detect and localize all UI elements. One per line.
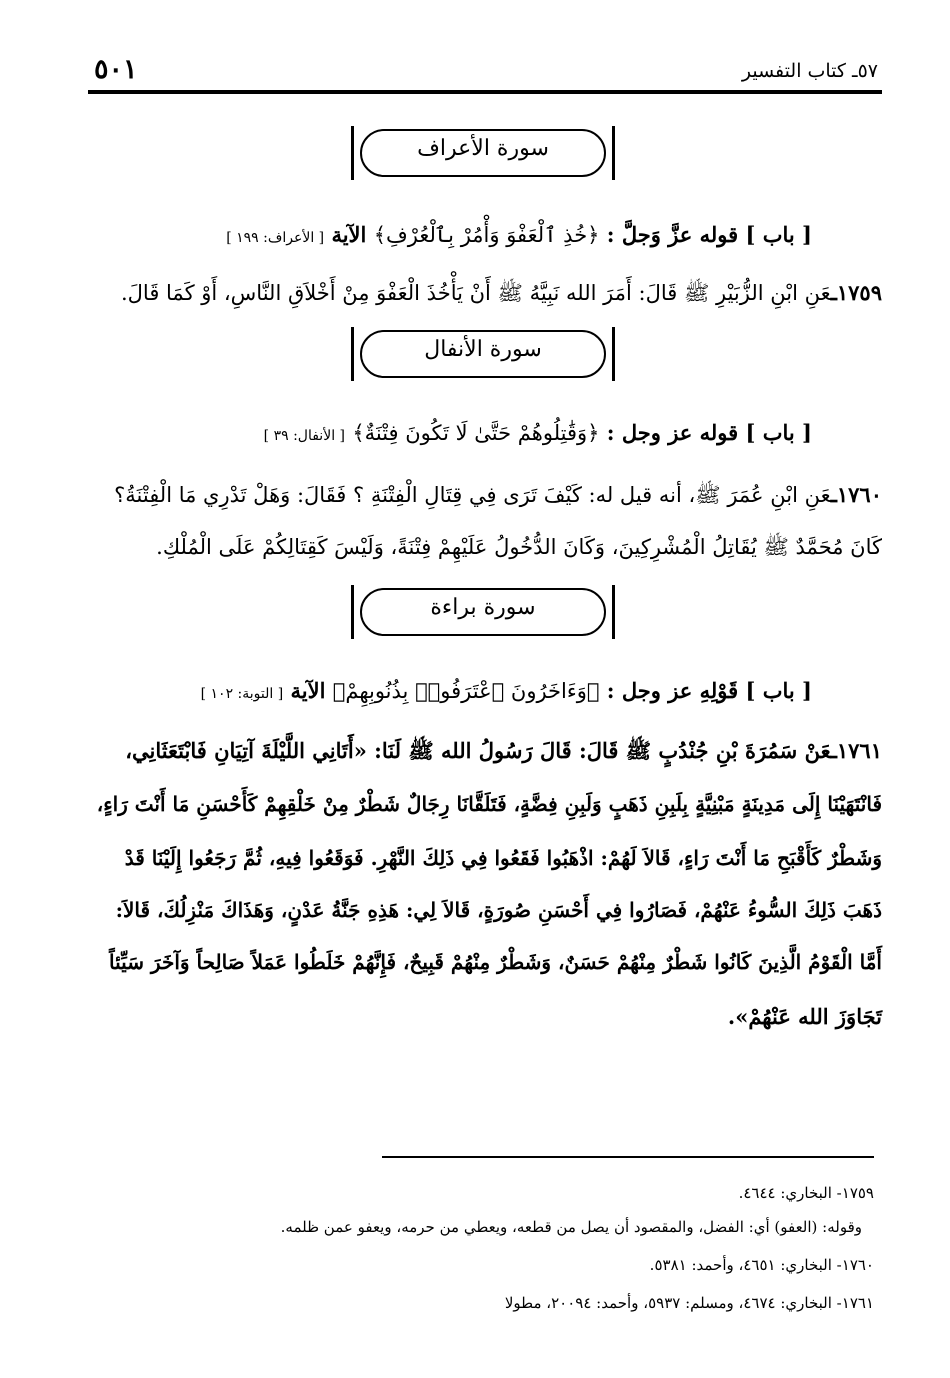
footnote-1760: ١٧٦٠- البخاري: ٤٦٥١، وأحمد: ٥٣٨١. <box>649 1256 874 1274</box>
bab-title: [ باب ] قَوْلِهِ عز وجل : <box>606 678 812 703</box>
hadith-1761-line-6: تَجَاوَزَ الله عَنْهُمْ». <box>727 1004 882 1029</box>
footnote-1759: ١٧٥٩- البخاري: ٤٦٤٤. <box>738 1184 874 1202</box>
hadith-number: ١٧٦١ـ <box>830 738 882 763</box>
hadith-number: ١٧٦٠ـ <box>830 482 882 507</box>
bab-title: [ باب ] قوله عز وجل : <box>606 420 812 445</box>
verse-reference: [ الأعراف: ١٩٩ ] <box>226 230 325 246</box>
hadith-1760-line-1 <box>114 482 882 513</box>
surah-title: سورة الأعراف <box>417 136 549 161</box>
surah-frame-araf <box>351 126 615 180</box>
bab-heading <box>264 420 812 445</box>
surah-frame-baraa <box>351 585 615 639</box>
page-header <box>88 50 882 94</box>
verse-suffix: الآية <box>331 222 367 247</box>
hadith-text: عَنِ ابْنِ الزُّبَيْرِ ﷺ قَالَ: أَمَرَ الله نَبِيَّهُ ﷺ أَنْ يَأْخُذَ الْعَفْوَ مِنْ أَخْلاَقِ النَّاسِ، أَوْ كَمَا قَالَ. <box>120 281 831 305</box>
hadith-1761-line-5: أَمَّا الْقَوْمُ الَّذِينَ كَانُوا شَطْرٌ مِنْهُمْ حَسَنٌ، وَشَطْرٌ مِنْهُمْ قَبِيحٌ، فَإِنَّهُمْ خَلَطُوا عَمَلاً صَالِحاً وَآخَرَ سَيِّئاً <box>109 950 882 974</box>
hadith-1761-line-4: ذَهَبَ ذَلِكَ السُّوءُ عَنْهُمْ، فَصَارُوا فِي أَحْسَنِ صُورَةٍ، قَالاَ لِي: هَذِهِ جَنَّةُ عَدْنٍ، وَهَذَاكَ مَنْزِلُكَ، قَالاَ: <box>115 898 882 922</box>
surah-title: سورة الأنفال <box>424 337 542 362</box>
surah-frame-anfal <box>351 327 615 381</box>
page-number: ٥٠١ <box>94 54 138 85</box>
hadith-1761-line-2: فَانْتَهَيْنَا إِلَى مَدِينَةٍ مَبْنِيَّةٍ بِلَبِنِ ذَهَبٍ وَلَبِنِ فِضَّةٍ، فَتَلَقَّانَا رِجَالٌ شَطْرٌ مِنْ خَلْقِهِمْ كَأَحْسَنِ مَا أَنْتَ رَاءٍ، <box>96 792 882 816</box>
hadith-1761-line-1 <box>125 738 882 769</box>
footnote-1759-gloss: وقوله: (العفو) أي: الفضل، والمقصود أن يصل من قطعه، ويعطي من حرمه، ويعفو عمن ظلمه. <box>280 1218 862 1236</box>
hadith-text: عَنْ سَمُرَةَ بْنِ جُنْدُبٍ ﷺ قَالَ: قَالَ رَسُولُ الله ﷺ لَنَا: «أَتَانِي اللَّيْلَةَ آتِيَانِ فَابْتَعَثَانِي، <box>125 738 831 763</box>
bab-title: [ باب ] قوله عزَّ وَجلَّ : <box>606 222 812 247</box>
verse-reference: [ التوبة: ١٠٢ ] <box>200 686 284 702</box>
bab-heading <box>226 222 812 247</box>
quran-verse: ﴿خُذِ ٱلْعَفْوَ وَأْمُرْ بِٱلْعُرْفِ﴾ <box>373 223 600 247</box>
hadith-1761-line-3: وَشَطْرٌ كَأَقْبَحِ مَا أَنْتَ رَاءٍ، قَالاَ لَهُمْ: اذْهَبُوا فَقَعُوا فِي ذَلِكَ النَّهْرِ. فَوَقَعُوا فِيهِ، ثُمَّ رَجَعُوا إِلَيْنَا قَدْ <box>124 846 882 870</box>
quran-verse: ﴿وَقَٰتِلُوهُمْ حَتَّىٰ لَا تَكُونَ فِتْنَةٌ﴾ <box>352 421 600 445</box>
hadith-number: ١٧٥٩ـ <box>830 280 882 305</box>
verse-suffix: الآية <box>290 678 326 703</box>
hadith-1760-line-2: كَانَ مُحَمَّدٌ ﷺ يُقَاتِلُ الْمُشْرِكِينَ، وَكَانَ الدُّخُولُ عَلَيْهِمْ فِتْنَةً، وَلَيْسَ كَقِتَالِكُمْ عَلَى الْمُلْكِ. <box>156 535 882 559</box>
hadith-1759 <box>121 280 882 311</box>
quran-verse: ﴿وَءَاخَرُونَ ٱعْتَرَفُوا۟ بِذُنُوبِهِمْ﴾ <box>332 679 600 703</box>
chapter-title: ٥٧ـ كتاب التفسير <box>741 60 878 82</box>
hadith-text: عَنِ ابْنِ عُمَرَ ﷺ، أنه قيل له: كَيْفَ تَرَى فِي قِتَالِ الْفِتْنَةِ ؟ فَقَالَ: وَهَلْ تَدْرِي مَا الْفِتْنَةُ؟ <box>114 483 831 507</box>
footnote-separator <box>382 1156 874 1158</box>
surah-title: سورة براءة <box>430 595 536 620</box>
verse-reference: [ الأنفال: ٣٩ ] <box>263 428 345 444</box>
bab-heading <box>201 678 812 703</box>
footnote-1761: ١٧٦١- البخاري: ٤٦٧٤، ومسلم: ٥٩٣٧، وأحمد: ٢٠٠٩٤، مطولا <box>504 1294 874 1312</box>
